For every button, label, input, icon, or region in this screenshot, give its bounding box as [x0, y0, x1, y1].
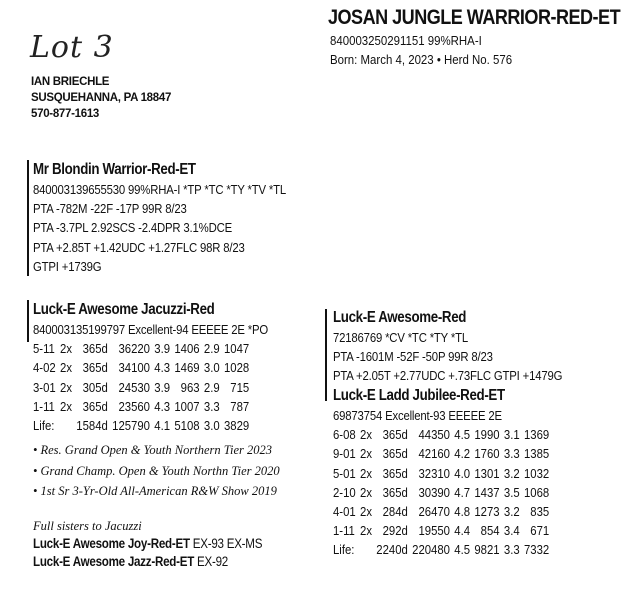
record-cell: 854: [480, 523, 500, 539]
record-cell: Life:: [33, 418, 55, 434]
record-cell: 2x: [60, 398, 72, 414]
record-row: [333, 444, 549, 463]
record-cell: 1273: [474, 504, 500, 520]
record-cell: 4.8: [454, 504, 471, 520]
owner-info: [31, 74, 171, 122]
record-cell: 3.1: [503, 427, 520, 443]
record-cell: Life:: [333, 542, 355, 558]
granddam-records-table: [333, 425, 549, 559]
record-cell: 2x: [360, 523, 372, 539]
record-cell: 4.1: [154, 418, 171, 434]
animal-details: [330, 31, 512, 69]
record-row: [33, 378, 249, 397]
record-cell: 30390: [418, 484, 450, 500]
record-cell: 3-01: [33, 379, 56, 395]
record-cell: 3.4: [503, 523, 520, 539]
honor-item: • Grand Champ. Open & Youth Northn Tier 2020: [33, 463, 280, 478]
record-cell: 1584d: [76, 418, 108, 434]
record-cell: 365d: [82, 360, 108, 376]
record-cell: 1406: [174, 341, 200, 357]
record-row: [33, 397, 249, 416]
record-cell: 1032: [523, 465, 550, 481]
dam-records-table: [33, 339, 249, 435]
sister-name: Luck-E Awesome Joy-Red-ET: [33, 536, 190, 551]
record-cell: 1369: [523, 427, 550, 443]
dam-sire-line: 72186769 *CV *TC *TY *TL: [333, 330, 468, 345]
record-cell: 3.0: [203, 360, 220, 376]
granddam-records: [333, 425, 549, 559]
sire-line: 840003139655530 99%RHA-I *TP *TC *TY *TV *TL: [33, 182, 287, 197]
animal-born-herd: Born: March 4, 2023 • Herd No. 576: [330, 52, 513, 67]
record-cell: 26470: [418, 504, 450, 520]
record-cell: 1760: [474, 446, 500, 462]
sisters-intro: Full sisters to Jacuzzi: [33, 519, 142, 533]
record-cell: 1990: [474, 427, 500, 443]
record-cell: 305d: [82, 379, 108, 395]
record-cell: 963: [180, 379, 200, 395]
granddam-block: [333, 386, 549, 560]
record-cell: 9-01: [333, 446, 356, 462]
dam-sire-bracket: [325, 309, 327, 401]
record-cell: 42160: [418, 446, 450, 462]
record-cell: 365d: [382, 465, 408, 481]
dam-honors: [33, 440, 280, 502]
record-cell: 3.3: [203, 398, 220, 414]
record-cell: 5-01: [333, 465, 356, 481]
record-cell: 220480: [412, 542, 450, 558]
sire-line: PTA -3.7PL 2.92SCS -2.4DPR 3.1%DCE: [33, 220, 233, 236]
record-cell: 365d: [382, 427, 408, 443]
dam-records: [33, 339, 249, 435]
dam-sire-line: PTA +2.05T +2.77UDC +.73FLC GTPI +1479G: [333, 368, 563, 384]
record-cell: 24530: [118, 379, 150, 395]
record-row: [33, 358, 249, 377]
sire-block: [33, 160, 286, 276]
record-cell: 3.0: [203, 418, 220, 434]
record-row: [333, 540, 549, 559]
record-cell: 34100: [118, 360, 150, 376]
record-row: [333, 483, 549, 502]
record-row: [33, 416, 249, 435]
record-cell: 1028: [223, 360, 250, 376]
dam-sire-block: [333, 308, 562, 386]
record-cell: 1301: [474, 465, 500, 481]
record-row: [333, 502, 549, 521]
record-cell: 3.3: [503, 542, 520, 558]
record-cell: 2.9: [203, 379, 220, 395]
owner-city: SUSQUEHANNA, PA 18847: [31, 92, 172, 104]
record-cell: 3.5: [503, 484, 520, 500]
full-sisters: [33, 517, 300, 571]
record-cell: [56, 416, 72, 435]
record-cell: 5-11: [33, 341, 55, 357]
dam-name: Luck-E Awesome Jacuzzi-Red: [33, 301, 215, 318]
lot-number: Lot 3: [30, 30, 114, 65]
record-row: [333, 521, 549, 540]
record-cell: 2x: [60, 379, 72, 395]
record-cell: 2x: [60, 341, 72, 357]
record-cell: 4.4: [454, 523, 471, 539]
record-cell: 2240d: [376, 542, 408, 558]
record-cell: 787: [230, 398, 250, 414]
record-cell: 3.9: [154, 341, 171, 357]
record-cell: 125790: [112, 418, 150, 434]
record-cell: 3.9: [154, 379, 171, 395]
honor-item: • 1st Sr 3-Yr-Old All-American R&W Show 2019: [33, 484, 277, 498]
record-cell: 1-11: [33, 398, 55, 414]
sister-name: Luck-E Awesome Jazz-Red-ET: [33, 554, 195, 569]
record-cell: 4.0: [454, 465, 471, 481]
sister-item: [33, 553, 262, 571]
record-cell: 1-11: [333, 523, 355, 539]
record-cell: 4.2: [454, 446, 471, 462]
record-cell: 3.2: [503, 504, 520, 520]
record-cell: 2x: [360, 465, 372, 481]
record-cell: 3.2: [503, 465, 520, 481]
record-cell: 7332: [523, 542, 550, 558]
record-cell: 2x: [360, 504, 372, 520]
record-cell: 4.5: [454, 427, 471, 443]
record-cell: 36220: [118, 341, 150, 357]
record-cell: 1047: [223, 341, 250, 357]
record-cell: 365d: [382, 484, 408, 500]
honor-item: • Res. Grand Open & Youth Northern Tier 2023: [33, 443, 273, 457]
record-cell: [356, 540, 372, 559]
animal-name: JOSAN JUNGLE WARRIOR-RED-ET: [328, 6, 621, 29]
record-cell: 715: [230, 379, 250, 395]
sister-item: [33, 535, 262, 553]
owner-phone: 570-877-1613: [31, 108, 100, 120]
dam-registration: 840003135199797 Excellent-94 EEEEE 2E *PO: [33, 322, 269, 337]
record-cell: 1469: [174, 360, 200, 376]
record-cell: 1007: [174, 398, 200, 414]
sire-line: PTA +2.85T +1.42UDC +1.27FLC 98R 8/23: [33, 239, 245, 255]
record-row: [333, 464, 549, 483]
dam-sire-name: Luck-E Awesome-Red: [333, 309, 467, 326]
record-cell: 3829: [223, 418, 250, 434]
record-cell: 2-10: [333, 484, 356, 500]
record-cell: 44350: [418, 427, 450, 443]
record-cell: 4-01: [333, 504, 356, 520]
sire-line: PTA -782M -22F -17P 99R 8/23: [33, 201, 187, 217]
record-cell: 32310: [418, 465, 450, 481]
record-cell: 671: [530, 523, 550, 539]
animal-registration: 840003250291151 99%RHA-I: [330, 33, 482, 48]
record-cell: 4.3: [154, 360, 171, 376]
sister-score: EX-93 EX-MS: [192, 536, 263, 551]
record-cell: 2.9: [203, 341, 220, 357]
dam-bracket: [27, 300, 29, 342]
record-cell: 19550: [418, 523, 450, 539]
record-cell: 1068: [523, 484, 550, 500]
record-cell: 1437: [474, 484, 500, 500]
sister-score: EX-92: [197, 554, 229, 569]
record-cell: 3.3: [503, 446, 520, 462]
record-cell: 835: [530, 504, 550, 520]
record-cell: 5108: [174, 418, 200, 434]
record-cell: 365d: [82, 398, 108, 414]
sire-line: GTPI +1739G: [33, 258, 102, 274]
record-cell: 365d: [382, 446, 408, 462]
record-cell: 2x: [360, 446, 372, 462]
granddam-registration: 69873754 Excellent-93 EEEEE 2E: [333, 408, 502, 423]
sire-bracket: [27, 160, 29, 276]
record-cell: 2x: [60, 360, 72, 376]
record-cell: 4.3: [154, 398, 171, 414]
record-cell: 4.5: [454, 542, 471, 558]
granddam-name: Luck-E Ladd Jubilee-Red-ET: [333, 387, 505, 404]
record-cell: 284d: [382, 504, 408, 520]
owner-name: IAN BRIECHLE: [31, 76, 110, 88]
dam-sire-line: PTA -1601M -52F -50P 99R 8/23: [333, 349, 493, 365]
record-cell: 6-08: [333, 427, 356, 443]
record-cell: 292d: [382, 523, 408, 539]
record-cell: 4.7: [454, 484, 471, 500]
record-cell: 4-02: [33, 360, 56, 376]
dam-block: [33, 300, 268, 435]
record-cell: 365d: [82, 341, 108, 357]
record-cell: 23560: [118, 398, 150, 414]
record-cell: 1385: [523, 446, 550, 462]
record-cell: 9821: [474, 542, 500, 558]
sire-name: Mr Blondin Warrior-Red-ET: [33, 161, 196, 178]
record-row: [33, 339, 249, 358]
record-row: [333, 425, 549, 444]
record-cell: 2x: [360, 484, 372, 500]
record-cell: 2x: [360, 427, 372, 443]
